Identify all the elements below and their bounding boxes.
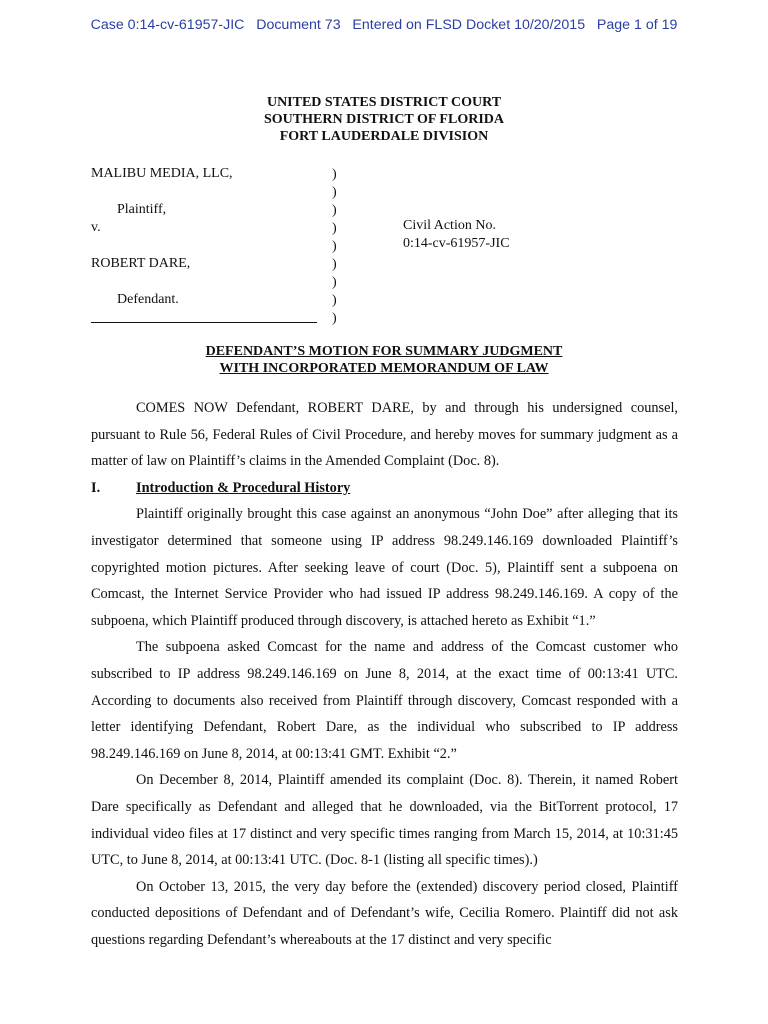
body-paragraph-2: The subpoena asked Comcast for the name and address of the Comcast customer who subscribed to IP address 98.249.146.169 on June 8, 2014, at the exact time of 00:13:41 UTC. According to documents also received from Plaintiff through discovery, Comcast responded with a letter identifying Defendant, Robert Dare, as the individual who subscribed to IP address 98.249.146.169 on June 8, 2014, at 00:13:41 GMT. Exhibit “2.” bbox=[91, 639, 678, 762]
plaintiff-name: MALIBU MEDIA, LLC, bbox=[91, 166, 233, 181]
paren-mark: ) bbox=[332, 221, 337, 236]
court-district: SOUTHERN DISTRICT OF FLORIDA bbox=[264, 112, 504, 127]
paren-mark: ) bbox=[332, 239, 337, 254]
docket-header-stamp: Case 0:14-cv-61957-JIC Document 73 Entered on FLSD Docket 10/20/2015 Page 1 of 19 bbox=[90, 17, 678, 33]
paren-mark: ) bbox=[332, 311, 337, 326]
section-number: I. bbox=[91, 479, 101, 496]
motion-title-line-2: WITH INCORPORATED MEMORANDUM OF LAW bbox=[219, 361, 549, 376]
body-paragraph-1: Plaintiff originally brought this case against an anonymous “John Doe” after alleging that its investigator determined that someone using IP address 98.249.146.169 downloaded Plaintiff’s copyrighted motion pictures. After seeking leave of court (Doc. 5), Plaintiff sent a subpoena on Comcast, the Internet Service Provider who had issued IP address 98.249.146.169. A copy of the subpoena, which Plaintiff produced through discovery, is attached hereto as Exhibit “1.” bbox=[91, 506, 678, 629]
caption-divider bbox=[91, 322, 317, 323]
court-name: UNITED STATES DISTRICT COURT bbox=[266, 95, 502, 110]
paren-mark: ) bbox=[332, 293, 337, 308]
court-division: FORT LAUDERDALE DIVISION bbox=[279, 129, 489, 144]
versus-label: v. bbox=[91, 220, 101, 235]
paren-mark: ) bbox=[332, 275, 337, 290]
paren-mark: ) bbox=[332, 257, 337, 272]
paren-mark: ) bbox=[332, 185, 337, 200]
motion-title-line-1: DEFENDANT’S MOTION FOR SUMMARY JUDGMENT bbox=[205, 344, 563, 359]
civil-action-block bbox=[403, 217, 510, 253]
case-number: 0:14-cv-61957-JIC bbox=[403, 236, 510, 251]
intro-paragraph: COMES NOW Defendant, ROBERT DARE, by and through his undersigned counsel, pursuant to Rule 56, Federal Rules of Civil Procedure, and hereby moves for summary judgment as a matter of law on Plaintiff’s claims in the Amended Complaint (Doc. 8). bbox=[91, 400, 678, 470]
motion-title bbox=[0, 343, 768, 377]
defendant-name: ROBERT DARE, bbox=[91, 256, 191, 271]
plaintiff-role: Plaintiff, bbox=[117, 202, 167, 217]
body-paragraph-3: On December 8, 2014, Plaintiff amended its complaint (Doc. 8). Therein, it named Robert Dare specifically as Defendant and alleged that he downloaded, via the BitTorrent protocol, 17 individual video files at 17 distinct and very specific times ranging from March 15, 2014, at 10:31:45 UTC, to June 8, 2014, at 00:13:41 UTC. (Doc. 8-1 (listing all specific times).) bbox=[91, 772, 678, 869]
section-heading bbox=[91, 475, 678, 502]
paren-mark: ) bbox=[332, 167, 337, 182]
caption-parentheses bbox=[332, 166, 337, 328]
defendant-role: Defendant. bbox=[117, 292, 179, 307]
court-heading bbox=[0, 94, 768, 145]
civil-action-label: Civil Action No. bbox=[403, 218, 496, 233]
section-title: Introduction & Procedural History bbox=[136, 479, 351, 496]
body-paragraph-4: On October 13, 2015, the very day before the (extended) discovery period closed, Plaintiff conducted depositions of Defendant and of Defendant’s wife, Cecilia Romero. Plaintiff did not ask questions regarding Defendant’s whereabouts at the 17 distinct and very specific bbox=[91, 878, 678, 948]
paren-mark: ) bbox=[332, 203, 337, 218]
motion-body bbox=[91, 395, 678, 953]
